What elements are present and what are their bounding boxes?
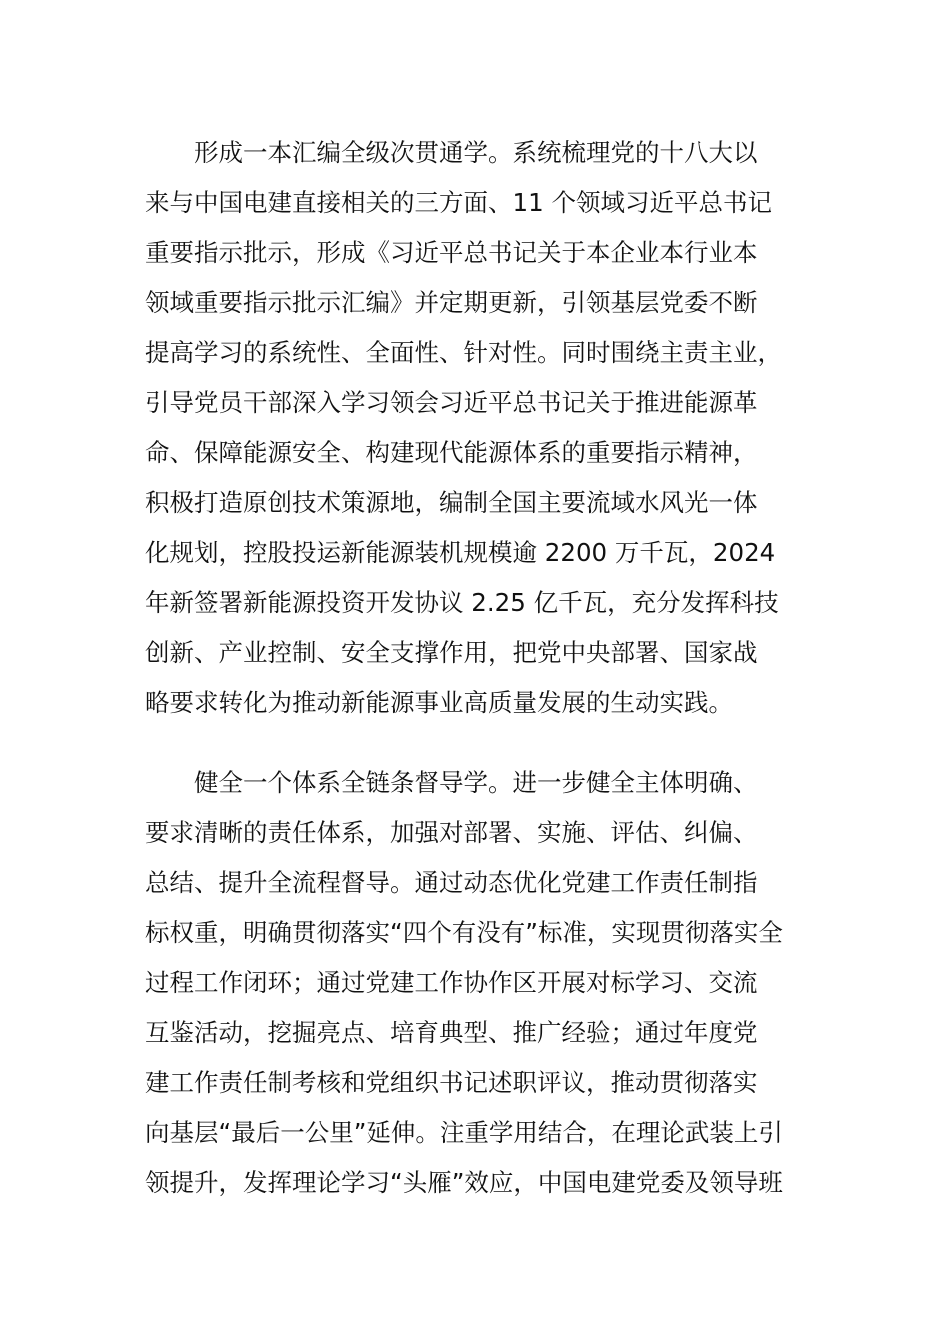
text-line: 引导党员干部深入学习领会习近平总书记关于推进能源革 bbox=[145, 388, 758, 417]
text-line: 年新签署新能源投资开发协议 2.25 亿千瓦，充分发挥科技 bbox=[145, 588, 779, 617]
text-line: 创新、产业控制、安全支撑作用，把党中央部署、国家战 bbox=[145, 638, 758, 667]
text-line: 要求清晰的责任体系，加强对部署、实施、评估、纠偏、 bbox=[145, 818, 758, 847]
text-line: 化规划，控股投运新能源装机规模逾 2200 万千瓦，2024 bbox=[145, 538, 776, 567]
text-line: 提高学习的系统性、全面性、针对性。同时围绕主责主业， bbox=[145, 338, 782, 367]
text-line: 形成一本汇编全级次贯通学。系统梳理党的十八大以 bbox=[145, 138, 758, 167]
text-line: 过程工作闭环；通过党建工作协作区开展对标学习、交流 bbox=[145, 968, 758, 997]
paragraph-one bbox=[145, 128, 805, 728]
text-line: 互鉴活动，挖掘亮点、培育典型、推广经验；通过年度党 bbox=[145, 1018, 758, 1047]
paragraph-two bbox=[145, 758, 805, 1208]
text-line: 总结、提升全流程督导。通过动态优化党建工作责任制指 bbox=[145, 868, 758, 897]
text-line: 积极打造原创技术策源地，编制全国主要流域水风光一体 bbox=[145, 488, 758, 517]
text-line: 来与中国电建直接相关的三方面、11 个领域习近平总书记 bbox=[145, 188, 772, 217]
text-line: 领域重要指示批示汇编》并定期更新，引领基层党委不断 bbox=[145, 288, 758, 317]
text-line: 向基层“最后一公里”延伸。注重学用结合，在理论武装上引 bbox=[145, 1118, 783, 1147]
text-line: 建工作责任制考核和党组织书记述职评议，推动贯彻落实 bbox=[145, 1068, 758, 1097]
text-line: 标权重，明确贯彻落实“四个有没有”标准，实现贯彻落实全 bbox=[145, 918, 783, 947]
text-line: 领提升，发挥理论学习“头雁”效应，中国电建党委及领导班 bbox=[145, 1168, 783, 1197]
text-line: 重要指示批示，形成《习近平总书记关于本企业本行业本 bbox=[145, 238, 758, 267]
text-line: 略要求转化为推动新能源事业高质量发展的生动实践。 bbox=[145, 688, 733, 717]
text-line: 健全一个体系全链条督导学。进一步健全主体明确、 bbox=[145, 768, 758, 797]
text-line: 命、保障能源安全、构建现代能源体系的重要指示精神， bbox=[145, 438, 758, 467]
